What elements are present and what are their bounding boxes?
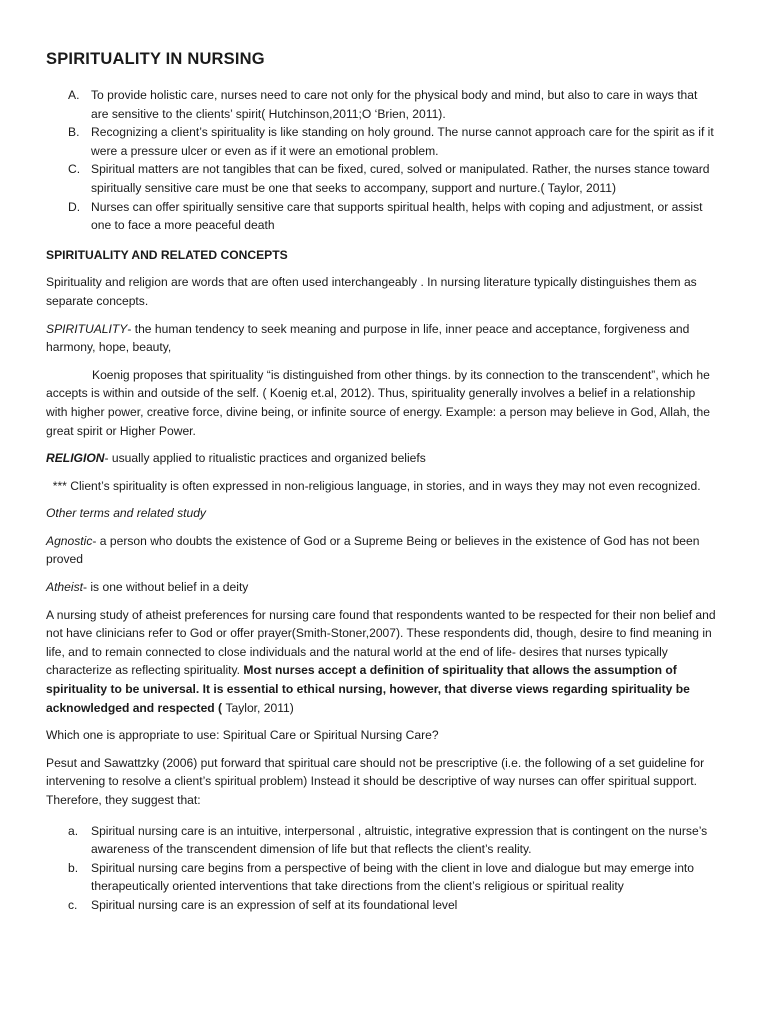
koenig-paragraph <box>46 366 718 440</box>
document-title: SPIRITUALITY IN NURSING <box>46 50 265 68</box>
spiritual-care-list <box>46 822 718 915</box>
atheist-term: Atheist <box>46 580 83 595</box>
spirituality-text: - the human tendency to seek meaning and purpose in life, inner peace and acceptance, forgiveness and harmony, hope, beauty, <box>46 321 690 355</box>
list-item-text: Spiritual nursing care begins from a perspective of being with the client in love and dialogue but may emerge into therapeutically oriented interventions that take directions from the client’s religious or spiritual reality <box>91 860 695 894</box>
note-paragraph: *** Client’s spirituality is often expressed in non-religious language, in stories, and in ways they may not even recognized. <box>46 478 701 493</box>
agnostic-text: - a person who doubts the existence of God or a Supreme Being or believes in the existence of God has not been proved <box>46 533 700 567</box>
section-heading: SPIRITUALITY AND RELATED CONCEPTS <box>46 247 288 262</box>
list-marker: c. <box>68 897 78 912</box>
list-item <box>46 896 718 915</box>
religion-definition <box>46 449 718 468</box>
list-item-text: Nurses can offer spiritually sensitive care that supports spiritual health, helps with coping and adjustment, or assist one to face a more peaceful death <box>91 199 703 233</box>
list-item-text: Spiritual matters are not tangibles that can be fixed, cured, solved or manipulated. Rather, the nurses stance toward spiritually sensitive care must be one that seeks to accompany, support and nurture.( Taylor, 2011) <box>91 162 710 195</box>
list-item <box>46 160 718 197</box>
intro-list <box>46 86 718 235</box>
list-marker: a. <box>68 823 79 838</box>
agnostic-term: Agnostic <box>46 533 93 548</box>
question-paragraph: Which one is appropriate to use: Spiritual Care or Spiritual Nursing Care? <box>46 728 439 743</box>
study-citation: Taylor, 2011) <box>225 700 294 715</box>
list-marker: C. <box>68 162 81 177</box>
list-marker: B. <box>68 125 80 140</box>
atheist-study-paragraph <box>46 606 718 718</box>
list-marker: b. <box>68 860 79 875</box>
list-item <box>46 123 718 160</box>
spirituality-definition <box>46 320 718 357</box>
intro-paragraph: Spirituality and religion are words that are often used interchangeably . In nursing literature typically distinguishes them as separate concepts. <box>46 275 697 308</box>
other-terms-heading: Other terms and related study <box>46 506 206 521</box>
pesut-paragraph: Pesut and Sawattzky (2006) put forward that spiritual care should not be prescriptive (i.e. the following of a set guideline for intervening to resolve a client’s spiritual problem) Instead it should be descriptive of way nurses can offer spiritual support. Therefore, they suggest that: <box>46 755 705 807</box>
list-marker: D. <box>68 199 81 214</box>
list-item <box>46 822 718 859</box>
list-item-text: To provide holistic care, nurses need to care not only for the physical body and mind, but also to care in ways that are sensitive to the clients’ spirit( Hutchinson,2011;O ‘Brien, 2011). <box>91 88 698 121</box>
list-item <box>46 86 718 123</box>
religion-text: - usually applied to ritualistic practices and organized beliefs <box>104 451 426 466</box>
list-item <box>46 198 718 235</box>
spirituality-term: SPIRITUALITY <box>46 321 128 336</box>
list-marker: A. <box>68 88 80 102</box>
study-text: A nursing study of atheist preferences for nursing care found that respondents wanted to be respected for their non belief and not have clinicians refer to God or offer prayer(Smith-Stoner,2007). These respondents did, though, desire to find meaning in life, and to remain connected to close individuals and the natural world at the end of life- desires that nurses typically characterize as reflecting spirituality. <box>46 607 716 678</box>
list-item-text: Spiritual nursing care is an intuitive, interpersonal , altruistic, integrative expression that is contingent on the nurse’s awareness of the transcendent dimension of life but that reflects the client’s reality. <box>91 823 708 857</box>
koenig-text: Koenig proposes that spirituality “is distinguished from other things. by its connection to the transcendent”, which he accepts is within and outside of the self. ( Koenig et.al, 2012). Thus, spirituality generally involves a belief in a relationship with higher power, creative force, divine being, or infinite source of energy. Example: a person may believe in God, Allah, the great spirit or Higher Power. <box>46 367 710 438</box>
atheist-definition <box>46 578 718 597</box>
study-emphasis: Most nurses accept a definition of spirituality that allows the assumption of spirituality to be universal. It is essential to ethical nursing, however, that diverse views regarding spirituality be acknowledged and respected ( <box>46 663 690 715</box>
list-item-text: Spiritual nursing care is an expression of self at its foundational level <box>91 897 458 912</box>
atheist-text: - is one without belief in a deity <box>82 580 249 595</box>
agnostic-definition <box>46 532 718 569</box>
religion-term: RELIGION <box>46 451 105 466</box>
list-item <box>46 859 718 896</box>
list-item-text: Recognizing a client’s spirituality is like standing on holy ground. The nurse cannot approach care for the spirit as if it were a pressure ulcer or even as if it were an emotional problem. <box>91 125 714 158</box>
